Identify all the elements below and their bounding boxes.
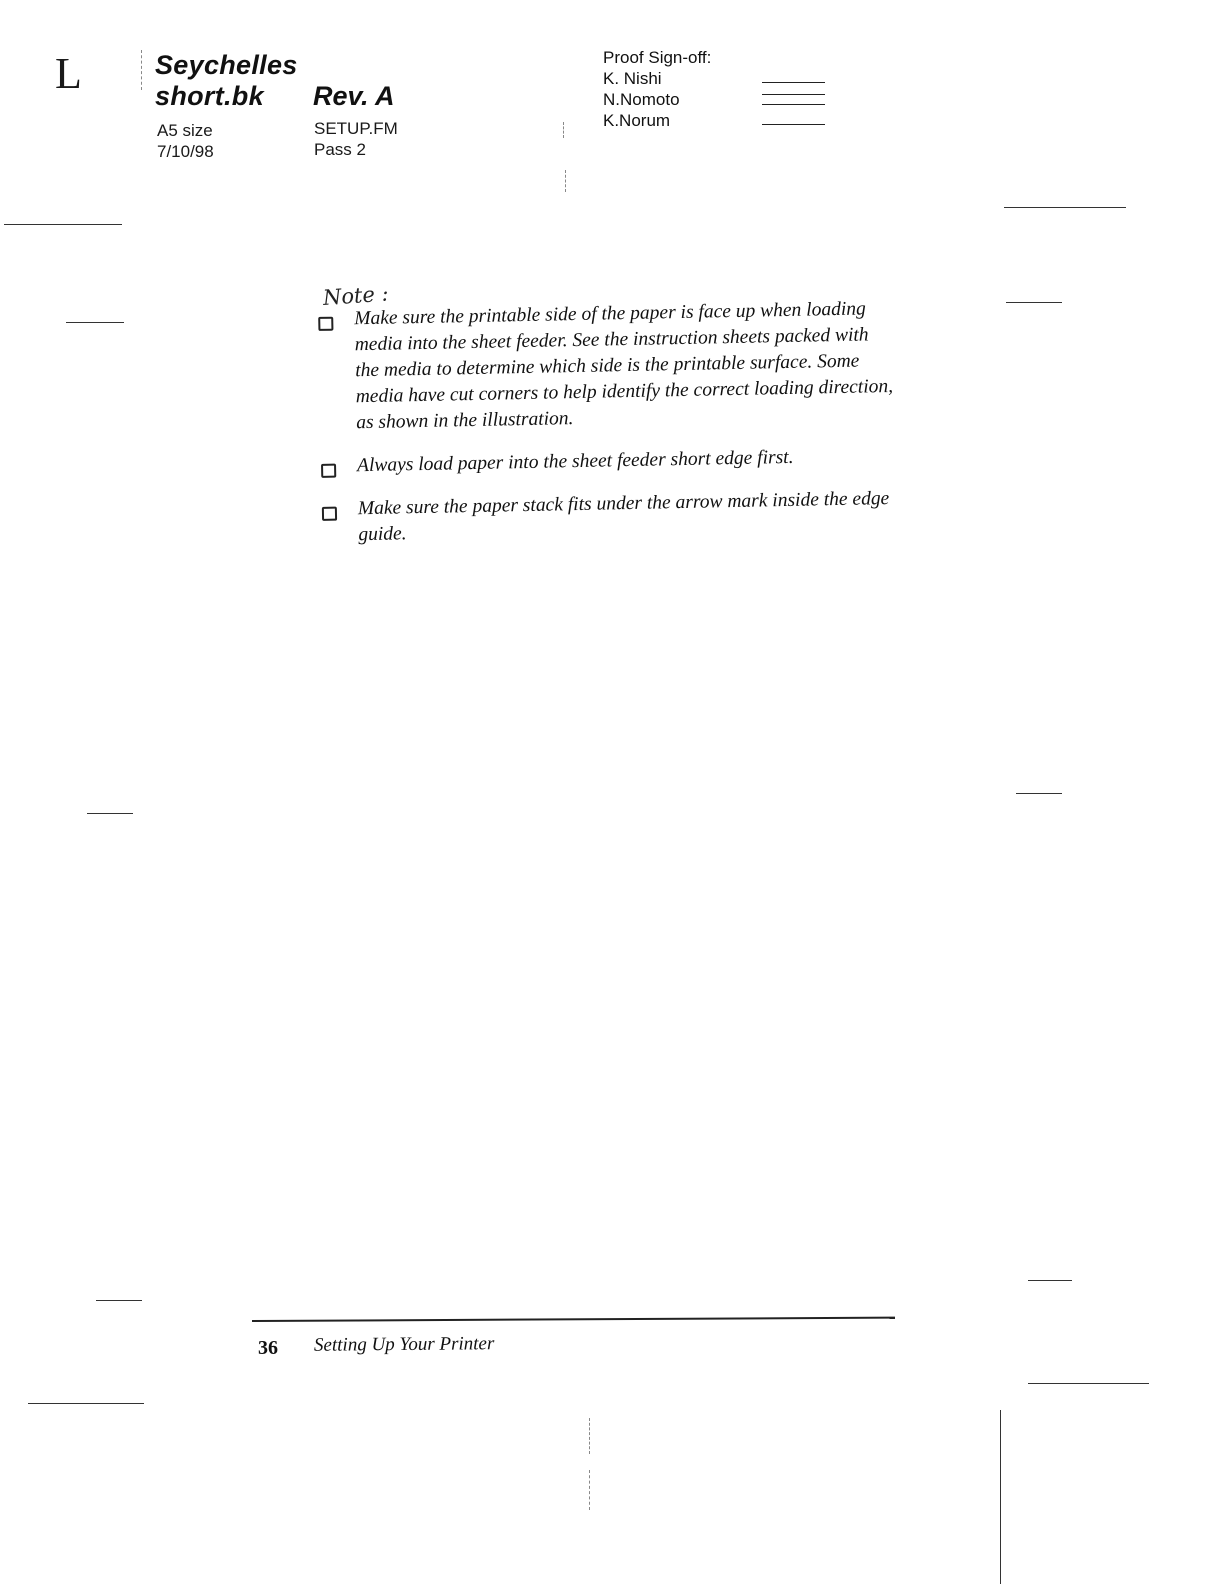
margin-rule bbox=[1028, 1383, 1149, 1384]
margin-rule bbox=[1006, 302, 1062, 303]
trim-line bbox=[1000, 1410, 1001, 1584]
book-title bbox=[155, 50, 298, 112]
proof-date: 7/10/98 bbox=[157, 142, 214, 161]
margin-rule bbox=[66, 322, 124, 323]
checkbox-bullet-icon bbox=[321, 464, 336, 478]
signoff-name: K.Norum bbox=[603, 111, 671, 130]
checkbox-bullet-icon bbox=[318, 317, 333, 331]
center-dash-top bbox=[563, 122, 564, 138]
signoff-line bbox=[762, 104, 825, 105]
center-dash-mid bbox=[565, 170, 566, 192]
margin-rule bbox=[87, 813, 133, 814]
signoff-line bbox=[762, 94, 825, 95]
proof-signoff-title: Proof Sign-off: bbox=[603, 48, 712, 67]
margin-dash bbox=[141, 50, 142, 90]
page-number: 36 bbox=[258, 1337, 278, 1359]
margin-rule bbox=[1004, 207, 1126, 208]
center-dash-bottom bbox=[589, 1418, 590, 1454]
footer-rule bbox=[252, 1317, 895, 1322]
page-side-letter: L bbox=[55, 49, 82, 98]
pass-label: Pass 2 bbox=[314, 140, 366, 159]
center-dash-bottom bbox=[589, 1470, 590, 1510]
book-title-line2: short.bk bbox=[155, 81, 264, 111]
margin-rule bbox=[4, 224, 122, 225]
revision-label: Rev. A bbox=[313, 81, 395, 111]
note-item bbox=[316, 296, 898, 437]
note-item-text: Make sure the paper stack fits under the arrow mark inside the edge guide. bbox=[357, 488, 890, 546]
section-title: Setting Up Your Printer bbox=[313, 1333, 495, 1356]
handwritten-note-label: Note : bbox=[322, 281, 390, 310]
margin-rule bbox=[1028, 1280, 1072, 1281]
proof-signoff bbox=[603, 47, 711, 131]
signoff-name: K. Nishi bbox=[603, 69, 662, 88]
note-item bbox=[319, 443, 899, 480]
signoff-line bbox=[762, 124, 825, 125]
note-list bbox=[316, 296, 901, 566]
note-item-text: Always load paper into the sheet feeder short edge first. bbox=[356, 446, 794, 477]
margin-rule bbox=[96, 1300, 142, 1301]
file-name: SETUP.FM bbox=[314, 119, 398, 138]
note-item-text: Make sure the printable side of the paper is face up when loading media into the sheet feeder. See the instruction sheets packed with the media to determine which side is the printable surface. Some media have cut corners to help identify the correct loading direction, as shown in the illustration. bbox=[354, 298, 894, 434]
margin-rule bbox=[1016, 793, 1062, 794]
signoff-line bbox=[762, 82, 825, 83]
note-item bbox=[320, 486, 901, 549]
book-title-line1: Seychelles bbox=[155, 50, 298, 80]
checkbox-bullet-icon bbox=[322, 507, 337, 521]
signoff-name: N.Nomoto bbox=[603, 90, 680, 109]
margin-rule bbox=[28, 1403, 144, 1404]
page-size: A5 size bbox=[157, 121, 213, 140]
